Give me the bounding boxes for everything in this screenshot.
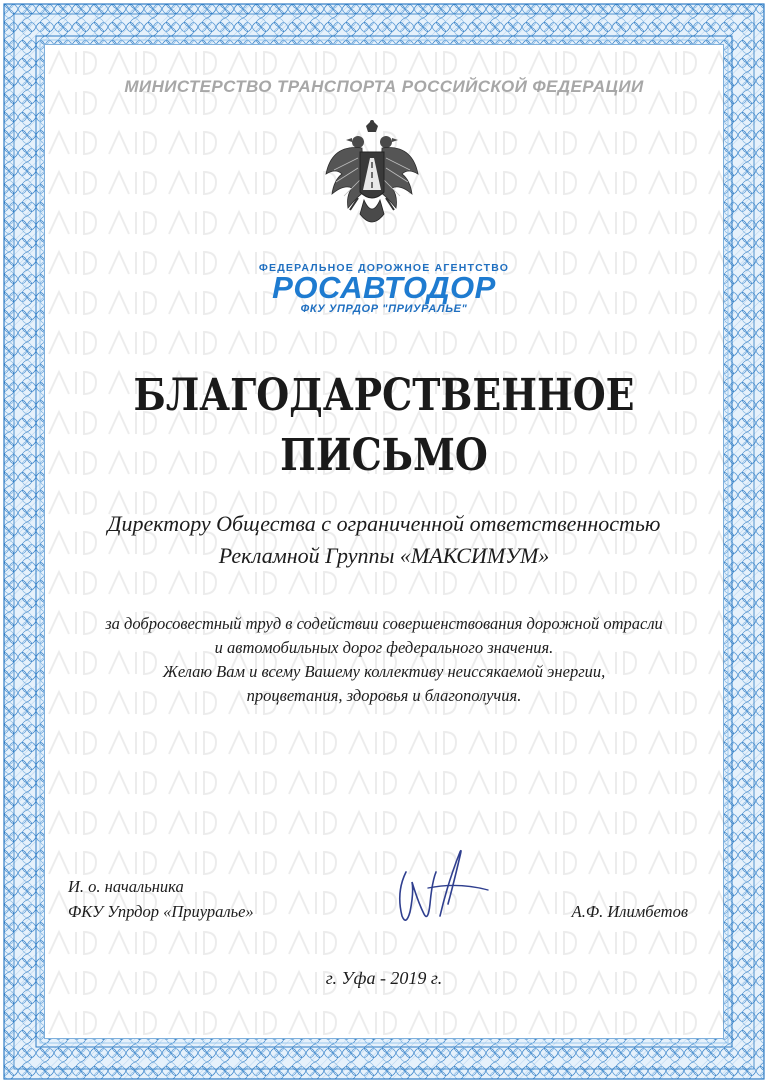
body-line: за добросовестный труд в содействии совершенствования дорожной отрасли	[105, 614, 663, 633]
recipient-line-2: Рекламной Группы «МАКСИМУМ»	[218, 543, 550, 568]
recipient-line-1: Директору Общества с ограниченной ответственностью	[107, 511, 661, 536]
double-headed-eagle-emblem	[322, 118, 422, 236]
position-line-1: И. о. начальника	[68, 877, 184, 896]
body-line: процветания, здоровья и благополучия.	[246, 686, 522, 705]
letter-body	[0, 612, 768, 708]
body-line: и автомобильных дорог федерального значения.	[214, 638, 554, 657]
title-line-2: ПИСЬМО	[280, 430, 488, 481]
agency-name-bottom: ФКУ УПРДОР "ПРИУРАЛЬЕ"	[300, 303, 468, 315]
agency-name-top: ФЕДЕРАЛЬНОЕ ДОРОЖНОЕ АГЕНТСТВО	[258, 262, 510, 274]
ministry-heading: МИНИСТЕРСТВО ТРАНСПОРТА РОССИЙСКОЙ ФЕДЕРАЦИИ	[124, 77, 644, 96]
signatory-name: А.Ф. Илимбетов	[571, 902, 688, 921]
signatory-position	[68, 874, 254, 924]
body-line: Желаю Вам и всему Вашему коллективу неиссякаемой энергии,	[162, 662, 606, 681]
position-line-2: ФКУ Упрдор «Приуралье»	[68, 902, 254, 921]
rosavtodor-logo-text: РОСАВТОДОР	[272, 270, 496, 305]
title-line-1: БЛАГОДАРСТВЕННОЕ	[133, 370, 635, 421]
document-title	[54, 366, 714, 486]
handwritten-signature	[388, 842, 498, 932]
place-and-date: г. Уфа - 2019 г.	[325, 968, 443, 988]
recipient	[0, 508, 768, 572]
